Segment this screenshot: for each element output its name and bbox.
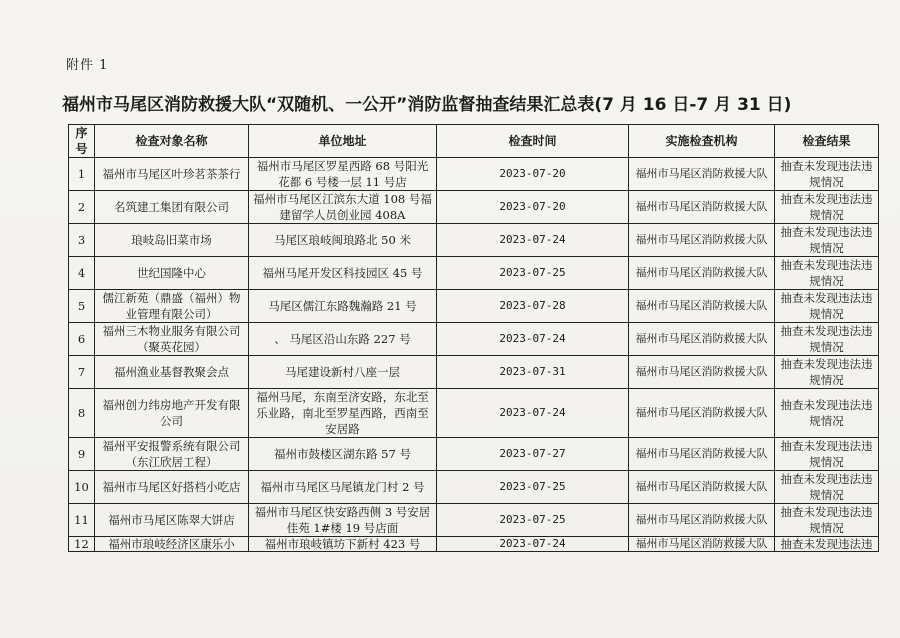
- cell-address: 福州市马尾区快安路西侧 3 号安居佳苑 1#楼 19 号店面: [249, 504, 437, 537]
- cell-name: 名筑建工集团有限公司: [95, 191, 249, 224]
- cell-org: 福州市马尾区消防救援大队: [629, 191, 775, 224]
- cell-index: 4: [69, 257, 95, 290]
- cell-result: 抽查未发现违法违规情况: [775, 191, 879, 224]
- cell-org: 福州市马尾区消防救援大队: [629, 323, 775, 356]
- cell-address: 、 马尾区沿山东路 227 号: [249, 323, 437, 356]
- cell-result: 抽查未发现违法违规情况: [775, 356, 879, 389]
- cell-index: 12: [69, 537, 95, 552]
- table-row: [69, 438, 879, 471]
- cell-index: 1: [69, 158, 95, 191]
- cell-address: 福州市马尾区罗星西路 68 号阳光花都 6 号楼一层 11 号店: [249, 158, 437, 191]
- cell-name: 儒江新苑（鼎盛（福州）物业管理有限公司）: [95, 290, 249, 323]
- cell-address: 福州市马尾区马尾镇龙门村 2 号: [249, 471, 437, 504]
- cell-name: 福州渔业基督教聚会点: [95, 356, 249, 389]
- header-index: 序号: [69, 125, 95, 158]
- cell-org: 福州市马尾区消防救援大队: [629, 224, 775, 257]
- cell-name: 琅岐岛旧菜市场: [95, 224, 249, 257]
- table-row: [69, 504, 879, 537]
- cell-result: 抽查未发现违法违规情况: [775, 471, 879, 504]
- cell-name: 福州市马尾区好搭档小吃店: [95, 471, 249, 504]
- cell-org: 福州市马尾区消防救援大队: [629, 438, 775, 471]
- cell-result: 抽查未发现违法违规情况: [775, 158, 879, 191]
- cell-org: 福州市马尾区消防救援大队: [629, 504, 775, 537]
- cell-name: 福州市马尾区陈翠大饼店: [95, 504, 249, 537]
- table-row: [69, 191, 879, 224]
- header-time: 检查时间: [437, 125, 629, 158]
- cell-time: 2023-07-25: [437, 257, 629, 290]
- cell-index: 5: [69, 290, 95, 323]
- cell-address: 福州市琅岐镇坊下新村 423 号: [249, 537, 437, 552]
- cell-name: 福州市琅岐经济区康乐小: [95, 537, 249, 552]
- cell-address: 福州马尾，东南至济安路，东北至乐业路，南北至罗星西路，西南至安居路: [249, 389, 437, 438]
- table-row: [69, 290, 879, 323]
- cell-address: 福州马尾开发区科技园区 45 号: [249, 257, 437, 290]
- cell-time: 2023-07-25: [437, 471, 629, 504]
- cell-result: 抽查未发现违法违规情况: [775, 290, 879, 323]
- table-row: [69, 224, 879, 257]
- cell-index: 6: [69, 323, 95, 356]
- cell-org: 福州市马尾区消防救援大队: [629, 158, 775, 191]
- cell-address: 马尾建设新村八座一层: [249, 356, 437, 389]
- cell-address: 福州市鼓楼区湖东路 57 号: [249, 438, 437, 471]
- cell-name: 福州创力纬房地产开发有限公司: [95, 389, 249, 438]
- cell-result: 抽查未发现违法违规情况: [775, 224, 879, 257]
- header-org: 实施检查机构: [629, 125, 775, 158]
- cell-index: 8: [69, 389, 95, 438]
- header-result: 检查结果: [775, 125, 879, 158]
- cell-name: 福州三木物业服务有限公司（聚英花园）: [95, 323, 249, 356]
- cell-result: 抽查未发现违法违: [775, 537, 879, 552]
- cell-index: 7: [69, 356, 95, 389]
- table-row: [69, 471, 879, 504]
- cell-org: 福州市马尾区消防救援大队: [629, 290, 775, 323]
- cell-time: 2023-07-20: [437, 191, 629, 224]
- cell-time: 2023-07-27: [437, 438, 629, 471]
- cell-address: 马尾区琅岐闽琅路北 50 米: [249, 224, 437, 257]
- attachment-label: 附件 1: [66, 58, 109, 73]
- table-header-row: [69, 125, 879, 158]
- table-row: [69, 257, 879, 290]
- cell-result: 抽查未发现违法违规情况: [775, 438, 879, 471]
- table-row: [69, 389, 879, 438]
- table-row: [69, 158, 879, 191]
- header-name: 检查对象名称: [95, 125, 249, 158]
- table-row: [69, 537, 879, 552]
- cell-index: 9: [69, 438, 95, 471]
- page-title: 福州市马尾区消防救援大队“双随机、一公开”消防监督抽查结果汇总表(7 月 16 日-7 月 31 日): [62, 95, 792, 115]
- results-table: [68, 124, 879, 552]
- cell-time: 2023-07-31: [437, 356, 629, 389]
- cell-time: 2023-07-24: [437, 389, 629, 438]
- cell-time: 2023-07-24: [437, 537, 629, 552]
- table-row: [69, 323, 879, 356]
- cell-name: 福州市马尾区叶珍茗茶茶行: [95, 158, 249, 191]
- cell-address: 马尾区儒江东路魏瀚路 21 号: [249, 290, 437, 323]
- cell-time: 2023-07-28: [437, 290, 629, 323]
- cell-time: 2023-07-20: [437, 158, 629, 191]
- cell-address: 福州市马尾区江滨东大道 108 号福建留学人员创业园 408A: [249, 191, 437, 224]
- cell-org: 福州市马尾区消防救援大队: [629, 389, 775, 438]
- cell-index: 3: [69, 224, 95, 257]
- cell-org: 福州市马尾区消防救援大队: [629, 257, 775, 290]
- cell-org: 福州市马尾区消防救援大队: [629, 471, 775, 504]
- cell-time: 2023-07-24: [437, 224, 629, 257]
- cell-time: 2023-07-25: [437, 504, 629, 537]
- cell-name: 福州平安报警系统有限公司（东江欣居工程）: [95, 438, 249, 471]
- cell-index: 10: [69, 471, 95, 504]
- header-address: 单位地址: [249, 125, 437, 158]
- cell-org: 福州市马尾区消防救援大队: [629, 537, 775, 552]
- cell-result: 抽查未发现违法违规情况: [775, 323, 879, 356]
- cell-result: 抽查未发现违法违规情况: [775, 257, 879, 290]
- cell-name: 世纪国隆中心: [95, 257, 249, 290]
- cell-result: 抽查未发现违法违规情况: [775, 504, 879, 537]
- cell-index: 11: [69, 504, 95, 537]
- cell-result: 抽查未发现违法违规情况: [775, 389, 879, 438]
- table-row: [69, 356, 879, 389]
- cell-time: 2023-07-24: [437, 323, 629, 356]
- cell-org: 福州市马尾区消防救援大队: [629, 356, 775, 389]
- cell-index: 2: [69, 191, 95, 224]
